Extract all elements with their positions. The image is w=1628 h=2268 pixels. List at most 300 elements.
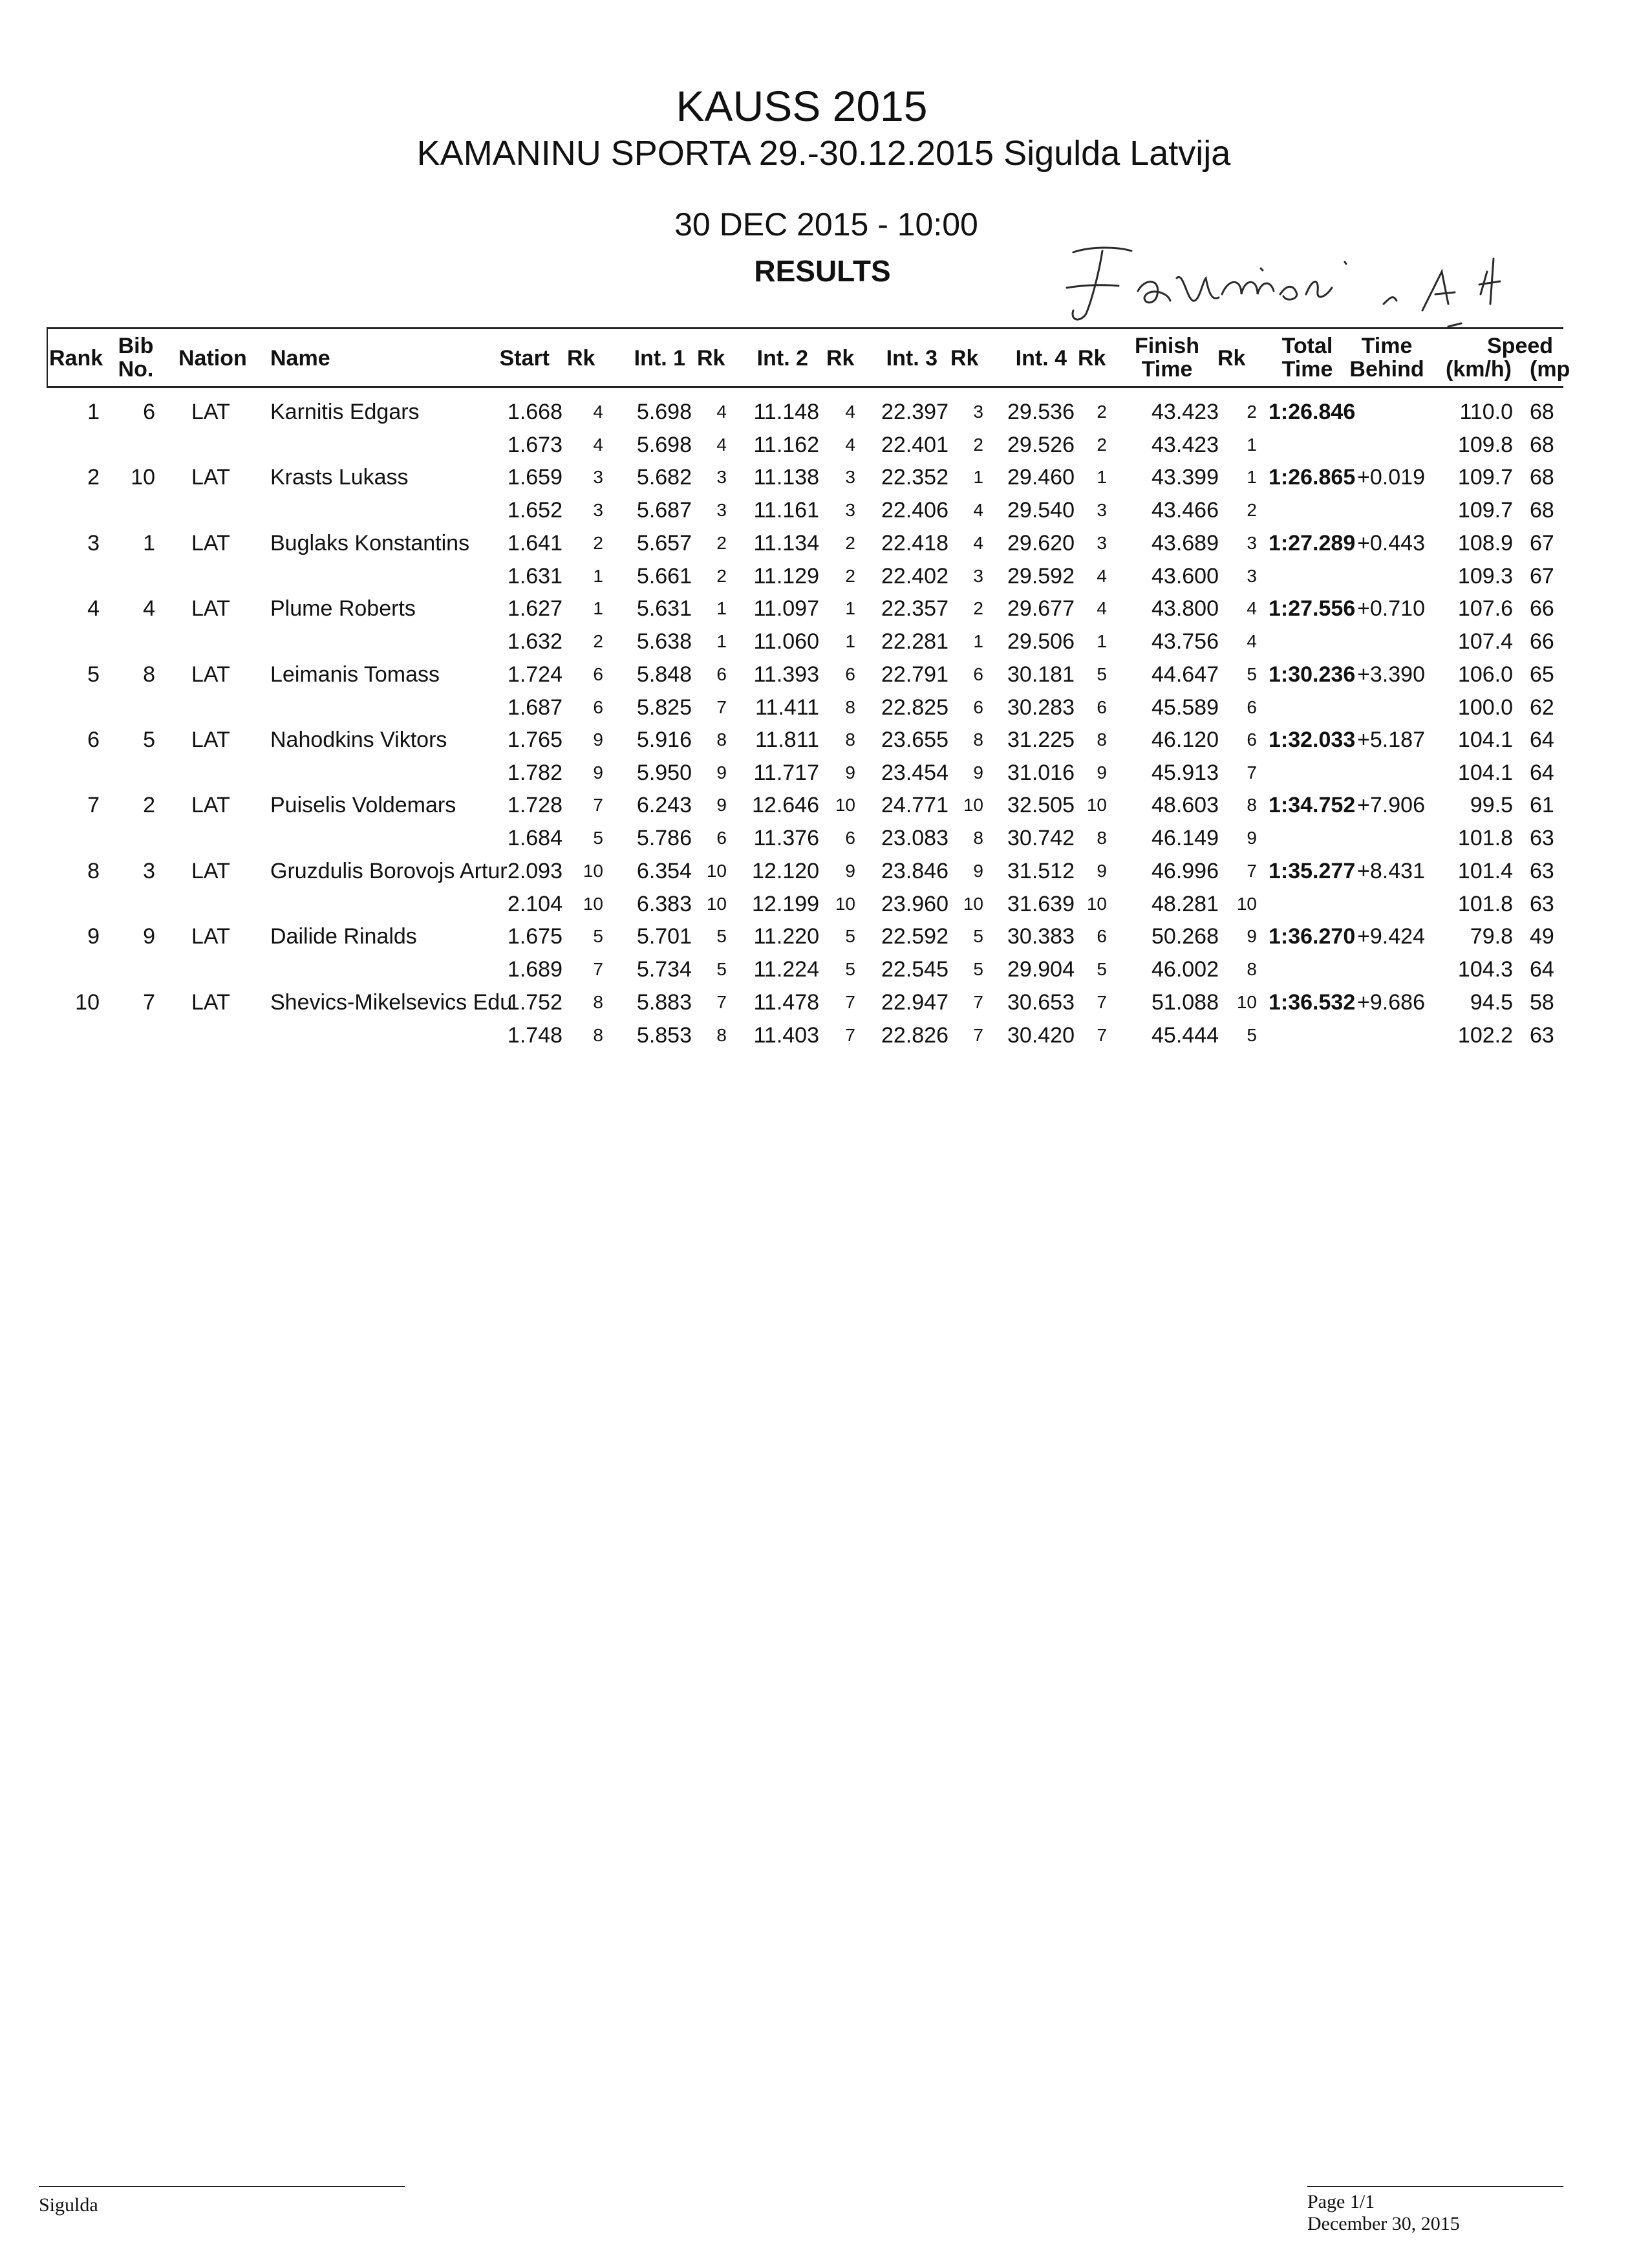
speed-mph-cell: 66: [1530, 629, 1554, 654]
int2-cell: 11.148: [753, 400, 819, 424]
rkf-cell: 3: [1247, 533, 1257, 553]
rk4-cell: 7: [1097, 1025, 1107, 1045]
int1-cell: 5.853: [636, 1023, 692, 1048]
int1-cell: 5.657: [636, 531, 692, 556]
rkf-cell: 7: [1247, 762, 1257, 783]
speed-kmh-cell: 107.4: [1457, 629, 1513, 654]
behind-cell: +9.686: [1357, 990, 1425, 1015]
rkf-cell: 6: [1247, 729, 1257, 750]
speed-mph-cell: 68: [1530, 400, 1554, 424]
rk3-cell: 8: [973, 729, 983, 750]
int2-cell: 11.224: [753, 957, 819, 982]
bib-cell: 3: [143, 859, 155, 883]
speed-kmh-cell: 104.3: [1457, 957, 1513, 982]
int2-cell: 12.120: [752, 859, 819, 883]
int1-cell: 5.638: [636, 629, 692, 654]
start-cell: 1.641: [507, 531, 562, 556]
date-time: 30 DEC 2015 - 10:00: [674, 206, 978, 243]
rank-cell: 5: [87, 662, 100, 687]
int2-cell: 11.097: [753, 596, 819, 621]
int1-cell: 6.383: [636, 892, 692, 916]
col-finish-line2: Time: [1141, 357, 1193, 382]
behind-cell: +7.906: [1357, 793, 1425, 817]
int3-cell: 23.846: [881, 859, 948, 883]
int2-cell: 11.403: [753, 1023, 819, 1048]
rk2-cell: 9: [845, 762, 855, 783]
name-cell: Dailide Rinalds: [270, 924, 417, 949]
speed-kmh-cell: 101.8: [1457, 892, 1513, 916]
footer-location: Sigulda: [39, 2194, 98, 2216]
speed-kmh-cell: 109.3: [1457, 564, 1513, 589]
start-cell: 1.659: [507, 465, 562, 490]
finish-cell: 44.647: [1151, 662, 1219, 687]
rk1-cell: 6: [716, 828, 727, 848]
bib-cell: 9: [143, 924, 155, 949]
rk4-cell: 8: [1097, 729, 1107, 750]
speed-kmh-cell: 101.4: [1457, 859, 1513, 883]
int4-cell: 31.016: [1007, 761, 1075, 785]
speed-kmh-cell: 104.1: [1457, 728, 1513, 752]
rkf-cell: 8: [1247, 959, 1257, 979]
int2-cell: 11.162: [753, 433, 819, 457]
start-cell: 1.724: [507, 662, 562, 687]
rk_s-cell: 6: [593, 697, 603, 717]
rk3-cell: 10: [963, 894, 983, 914]
nation-cell: LAT: [191, 596, 230, 621]
rk2-cell: 2: [845, 566, 855, 586]
rk4-cell: 3: [1097, 500, 1107, 520]
rkf-cell: 10: [1236, 894, 1257, 914]
rk4-cell: 5: [1097, 959, 1107, 979]
rkf-cell: 10: [1236, 992, 1257, 1012]
rk_s-cell: 3: [593, 467, 603, 487]
speed-kmh-cell: 99.5: [1470, 793, 1513, 817]
name-cell: Krasts Lukass: [270, 465, 409, 490]
speed-mph-cell: 63: [1530, 1023, 1554, 1048]
finish-cell: 46.002: [1151, 957, 1219, 982]
rk3-cell: 3: [973, 566, 983, 586]
rk3-cell: 2: [973, 598, 983, 618]
int4-cell: 30.653: [1007, 990, 1075, 1015]
col-name: Name: [270, 346, 330, 371]
start-cell: 1.728: [507, 793, 562, 817]
col-rk-int4: Rk: [1078, 346, 1106, 371]
rk_s-cell: 8: [593, 992, 603, 1012]
col-speed-kmh: (km/h): [1446, 357, 1512, 382]
behind-cell: +0.019: [1357, 465, 1425, 490]
rkf-cell: 2: [1247, 500, 1257, 520]
int4-cell: 29.592: [1007, 564, 1075, 589]
rk2-cell: 6: [845, 664, 855, 684]
behind-cell: +0.710: [1357, 596, 1425, 621]
finish-cell: 51.088: [1151, 990, 1219, 1015]
rk3-cell: 1: [973, 467, 983, 487]
event-title: KAUSS 2015: [676, 82, 928, 130]
rk4-cell: 6: [1097, 926, 1107, 946]
rkf-cell: 7: [1247, 861, 1257, 881]
total-cell: 1:32.033: [1269, 728, 1356, 752]
behind-cell: +8.431: [1357, 859, 1425, 883]
total-cell: 1:35.277: [1269, 859, 1356, 883]
rk_s-cell: 1: [593, 598, 603, 618]
start-cell: 1.782: [507, 761, 562, 785]
bib-cell: 2: [143, 793, 155, 817]
int3-cell: 22.397: [881, 400, 948, 424]
nation-cell: LAT: [191, 924, 230, 949]
rkf-cell: 6: [1247, 697, 1257, 717]
total-cell: 1:30.236: [1269, 662, 1356, 687]
speed-mph-cell: 63: [1530, 859, 1554, 883]
speed-mph-cell: 66: [1530, 596, 1554, 621]
int3-cell: 22.402: [881, 564, 948, 589]
rk_s-cell: 9: [593, 729, 603, 750]
speed-mph-cell: 68: [1530, 498, 1554, 523]
int1-cell: 5.698: [636, 400, 692, 424]
rk_s-cell: 2: [593, 631, 603, 651]
int3-cell: 22.791: [881, 662, 948, 687]
rkf-cell: 9: [1247, 828, 1257, 848]
rk_s-cell: 5: [593, 926, 603, 946]
col-speed-line1: Speed: [1487, 334, 1554, 358]
rk3-cell: 1: [973, 631, 983, 651]
rk3-cell: 5: [973, 959, 983, 979]
name-cell: Karnitis Edgars: [270, 400, 420, 424]
rank-cell: 4: [87, 596, 100, 621]
total-cell: 1:26.865: [1269, 465, 1356, 490]
rkf-cell: 4: [1247, 631, 1257, 651]
col-total-line2: Time: [1281, 357, 1333, 382]
rk1-cell: 8: [716, 729, 727, 750]
rk1-cell: 5: [716, 926, 727, 946]
rank-cell: 8: [87, 859, 100, 883]
rk1-cell: 2: [716, 566, 727, 586]
int2-cell: 11.161: [753, 498, 819, 523]
nation-cell: LAT: [191, 662, 230, 687]
col-int4: Int. 4: [1015, 346, 1067, 371]
rk3-cell: 4: [973, 500, 983, 520]
rk1-cell: 10: [706, 894, 727, 914]
finish-cell: 50.268: [1151, 924, 1219, 949]
int1-cell: 5.786: [636, 826, 692, 850]
rk_s-cell: 10: [583, 861, 603, 881]
start-cell: 1.632: [507, 629, 562, 654]
col-rk-int3: Rk: [950, 346, 979, 371]
rk2-cell: 9: [845, 861, 855, 881]
int1-cell: 5.701: [636, 924, 692, 949]
int3-cell: 23.960: [881, 892, 948, 916]
rk2-cell: 8: [845, 697, 855, 717]
rk_s-cell: 2: [593, 533, 603, 553]
int4-cell: 30.742: [1007, 826, 1075, 850]
rk1-cell: 4: [716, 402, 727, 422]
int2-cell: 11.138: [753, 465, 819, 490]
rk3-cell: 9: [973, 762, 983, 783]
rkf-cell: 4: [1247, 598, 1257, 618]
start-cell: 1.765: [507, 728, 562, 752]
col-nation: Nation: [178, 346, 247, 371]
total-cell: 1:34.752: [1269, 793, 1356, 817]
rk2-cell: 7: [845, 1025, 855, 1045]
speed-mph-cell: 62: [1530, 695, 1554, 720]
int1-cell: 5.682: [636, 465, 692, 490]
bib-cell: 7: [143, 990, 155, 1015]
bib-cell: 1: [143, 531, 155, 556]
rk1-cell: 3: [716, 467, 727, 487]
rk1-cell: 8: [716, 1025, 727, 1045]
rk_s-cell: 1: [593, 566, 603, 586]
int2-cell: 12.199: [752, 892, 819, 916]
rk4-cell: 10: [1086, 795, 1107, 815]
int2-cell: 11.717: [753, 761, 819, 785]
speed-mph-cell: 58: [1530, 990, 1554, 1015]
start-cell: 1.652: [507, 498, 562, 523]
total-cell: 1:27.289: [1269, 531, 1356, 556]
behind-cell: +9.424: [1357, 924, 1425, 949]
total-cell: 1:36.270: [1269, 924, 1356, 949]
rk3-cell: 2: [973, 435, 983, 455]
rk1-cell: 2: [716, 533, 727, 553]
int3-cell: 22.826: [881, 1023, 948, 1048]
int2-cell: 11.220: [753, 924, 819, 949]
rk4-cell: 7: [1097, 992, 1107, 1012]
rk2-cell: 3: [845, 467, 855, 487]
rkf-cell: 9: [1247, 926, 1257, 946]
speed-kmh-cell: 104.1: [1457, 761, 1513, 785]
finish-cell: 45.444: [1151, 1023, 1219, 1048]
col-behind-line1: Time: [1361, 334, 1413, 358]
start-cell: 1.748: [507, 1023, 562, 1048]
int4-cell: 29.904: [1007, 957, 1075, 982]
rk2-cell: 10: [835, 894, 855, 914]
int2-cell: 11.478: [753, 990, 819, 1015]
rk3-cell: 6: [973, 664, 983, 684]
int4-cell: 31.639: [1007, 892, 1075, 916]
rk_s-cell: 5: [593, 828, 603, 848]
int2-cell: 11.134: [753, 531, 819, 556]
finish-cell: 43.423: [1151, 400, 1219, 424]
col-rk-int1: Rk: [697, 346, 725, 371]
footer-date: December 30, 2015: [1307, 2213, 1460, 2234]
int3-cell: 23.655: [881, 728, 948, 752]
name-cell: Gruzdulis Borovojs Artur: [270, 859, 508, 883]
total-cell: 1:36.532: [1269, 990, 1356, 1015]
speed-mph-cell: 64: [1530, 761, 1554, 785]
finish-cell: 46.996: [1151, 859, 1219, 883]
start-cell: 1.668: [507, 400, 562, 424]
footer-page: Page 1/1: [1307, 2191, 1375, 2212]
col-total-line1: Total: [1281, 334, 1333, 358]
rank-cell: 1: [87, 400, 100, 424]
rk1-cell: 1: [716, 631, 727, 651]
finish-cell: 43.600: [1151, 564, 1219, 589]
speed-mph-cell: 68: [1530, 465, 1554, 490]
speed-kmh-cell: 101.8: [1457, 826, 1513, 850]
finish-cell: 48.281: [1151, 892, 1219, 916]
int3-cell: 22.281: [881, 629, 948, 654]
rk_s-cell: 9: [593, 762, 603, 783]
int4-cell: 29.460: [1007, 465, 1075, 490]
int1-cell: 5.687: [636, 498, 692, 523]
rk3-cell: 7: [973, 992, 983, 1012]
int4-cell: 29.677: [1007, 596, 1075, 621]
int4-cell: 30.420: [1007, 1023, 1075, 1048]
int1-cell: 5.734: [636, 957, 692, 982]
int4-cell: 29.536: [1007, 400, 1075, 424]
footer-rule-right: [1307, 2186, 1563, 2187]
int3-cell: 23.454: [881, 761, 948, 785]
rk2-cell: 8: [845, 729, 855, 750]
rk_s-cell: 3: [593, 500, 603, 520]
int3-cell: 22.592: [881, 924, 948, 949]
int3-cell: 22.947: [881, 990, 948, 1015]
int3-cell: 22.352: [881, 465, 948, 490]
bib-cell: 5: [143, 728, 155, 752]
int2-cell: 11.376: [753, 826, 819, 850]
int2-cell: 11.393: [753, 662, 819, 687]
speed-kmh-cell: 108.9: [1457, 531, 1513, 556]
finish-cell: 43.423: [1151, 433, 1219, 457]
col-bib-line2: No.: [118, 357, 154, 382]
rk2-cell: 6: [845, 828, 855, 848]
rk4-cell: 4: [1097, 566, 1107, 586]
rkf-cell: 5: [1247, 664, 1257, 684]
rk4-cell: 2: [1097, 435, 1107, 455]
speed-kmh-cell: 79.8: [1470, 924, 1513, 949]
col-behind-line2: Behind: [1349, 357, 1424, 382]
speed-kmh-cell: 94.5: [1470, 990, 1513, 1015]
col-finish-line1: Finish: [1134, 334, 1200, 358]
rk2-cell: 10: [835, 795, 855, 815]
behind-cell: +5.187: [1357, 728, 1425, 752]
speed-mph-cell: 64: [1530, 957, 1554, 982]
finish-cell: 45.589: [1151, 695, 1219, 720]
int1-cell: 5.631: [636, 596, 692, 621]
name-cell: Nahodkins Viktors: [270, 728, 447, 752]
rk3-cell: 7: [973, 1025, 983, 1045]
rk4-cell: 1: [1097, 467, 1107, 487]
finish-cell: 46.120: [1151, 728, 1219, 752]
nation-cell: LAT: [191, 859, 230, 883]
rk3-cell: 6: [973, 697, 983, 717]
start-cell: 1.687: [507, 695, 562, 720]
name-cell: Buglaks Konstantins: [270, 531, 470, 556]
nation-cell: LAT: [191, 400, 230, 424]
int1-cell: 5.950: [636, 761, 692, 785]
speed-kmh-cell: 109.8: [1457, 433, 1513, 457]
int1-cell: 5.661: [636, 564, 692, 589]
int3-cell: 22.401: [881, 433, 948, 457]
behind-cell: +0.443: [1357, 531, 1425, 556]
rank-cell: 7: [87, 793, 100, 817]
competition-title: KAMANINU SPORTA 29.-30.12.2015 Sigulda Latvija: [416, 134, 1231, 173]
name-cell: Puiselis Voldemars: [270, 793, 456, 817]
rk1-cell: 6: [716, 664, 727, 684]
behind-cell: +3.390: [1357, 662, 1425, 687]
start-cell: 1.684: [507, 826, 562, 850]
rk4-cell: 9: [1097, 861, 1107, 881]
speed-mph-cell: 64: [1530, 728, 1554, 752]
rk3-cell: 4: [973, 533, 983, 553]
int3-cell: 22.545: [881, 957, 948, 982]
int1-cell: 5.848: [636, 662, 692, 687]
rk3-cell: 5: [973, 926, 983, 946]
int1-cell: 6.243: [636, 793, 692, 817]
col-rk-int2: Rk: [826, 346, 855, 371]
rk4-cell: 4: [1097, 598, 1107, 618]
bib-cell: 4: [143, 596, 155, 621]
rk3-cell: 8: [973, 828, 983, 848]
int1-cell: 6.354: [636, 859, 692, 883]
int4-cell: 32.505: [1007, 793, 1075, 817]
int3-cell: 22.418: [881, 531, 948, 556]
speed-mph-cell: 65: [1530, 662, 1554, 687]
int3-cell: 22.825: [881, 695, 948, 720]
finish-cell: 43.689: [1151, 531, 1219, 556]
rk2-cell: 4: [845, 402, 855, 422]
rk4-cell: 6: [1097, 697, 1107, 717]
nation-cell: LAT: [191, 465, 230, 490]
speed-mph-cell: 63: [1530, 892, 1554, 916]
rank-cell: 9: [87, 924, 100, 949]
rank-cell: 3: [87, 531, 100, 556]
name-cell: Plume Roberts: [270, 596, 416, 621]
rk4-cell: 5: [1097, 664, 1107, 684]
rk4-cell: 10: [1086, 894, 1107, 914]
int2-cell: 11.129: [753, 564, 819, 589]
rk2-cell: 2: [845, 533, 855, 553]
rk_s-cell: 7: [593, 959, 603, 979]
int1-cell: 5.698: [636, 433, 692, 457]
speed-mph-cell: 67: [1530, 531, 1554, 556]
rkf-cell: 1: [1247, 467, 1257, 487]
start-cell: 1.675: [507, 924, 562, 949]
rk2-cell: 4: [845, 435, 855, 455]
int1-cell: 5.916: [636, 728, 692, 752]
finish-cell: 43.466: [1151, 498, 1219, 523]
rk1-cell: 1: [716, 598, 727, 618]
int4-cell: 29.526: [1007, 433, 1075, 457]
rk4-cell: 3: [1097, 533, 1107, 553]
int2-cell: 11.060: [753, 629, 819, 654]
col-start: Start: [499, 346, 550, 371]
speed-kmh-cell: 107.6: [1457, 596, 1513, 621]
rk4-cell: 2: [1097, 402, 1107, 422]
rk1-cell: 10: [706, 861, 727, 881]
rk1-cell: 7: [716, 697, 727, 717]
speed-kmh-cell: 106.0: [1457, 662, 1513, 687]
finish-cell: 43.756: [1151, 629, 1219, 654]
footer-rule-left: [39, 2186, 405, 2187]
speed-kmh-cell: 102.2: [1457, 1023, 1513, 1048]
speed-kmh-cell: 110.0: [1459, 400, 1513, 424]
rk3-cell: 10: [963, 795, 983, 815]
speed-kmh-cell: 100.0: [1457, 695, 1513, 720]
rk1-cell: 5: [716, 959, 727, 979]
start-cell: 1.627: [507, 596, 562, 621]
rk1-cell: 9: [716, 762, 727, 783]
rk2-cell: 3: [845, 500, 855, 520]
rk_s-cell: 4: [593, 402, 603, 422]
nation-cell: LAT: [191, 793, 230, 817]
nation-cell: LAT: [191, 990, 230, 1015]
int3-cell: 22.406: [881, 498, 948, 523]
col-int3: Int. 3: [886, 346, 937, 371]
rkf-cell: 1: [1247, 435, 1257, 455]
rk2-cell: 5: [845, 959, 855, 979]
finish-cell: 48.603: [1151, 793, 1219, 817]
finish-cell: 43.399: [1151, 465, 1219, 490]
rank-cell: 10: [75, 990, 100, 1015]
